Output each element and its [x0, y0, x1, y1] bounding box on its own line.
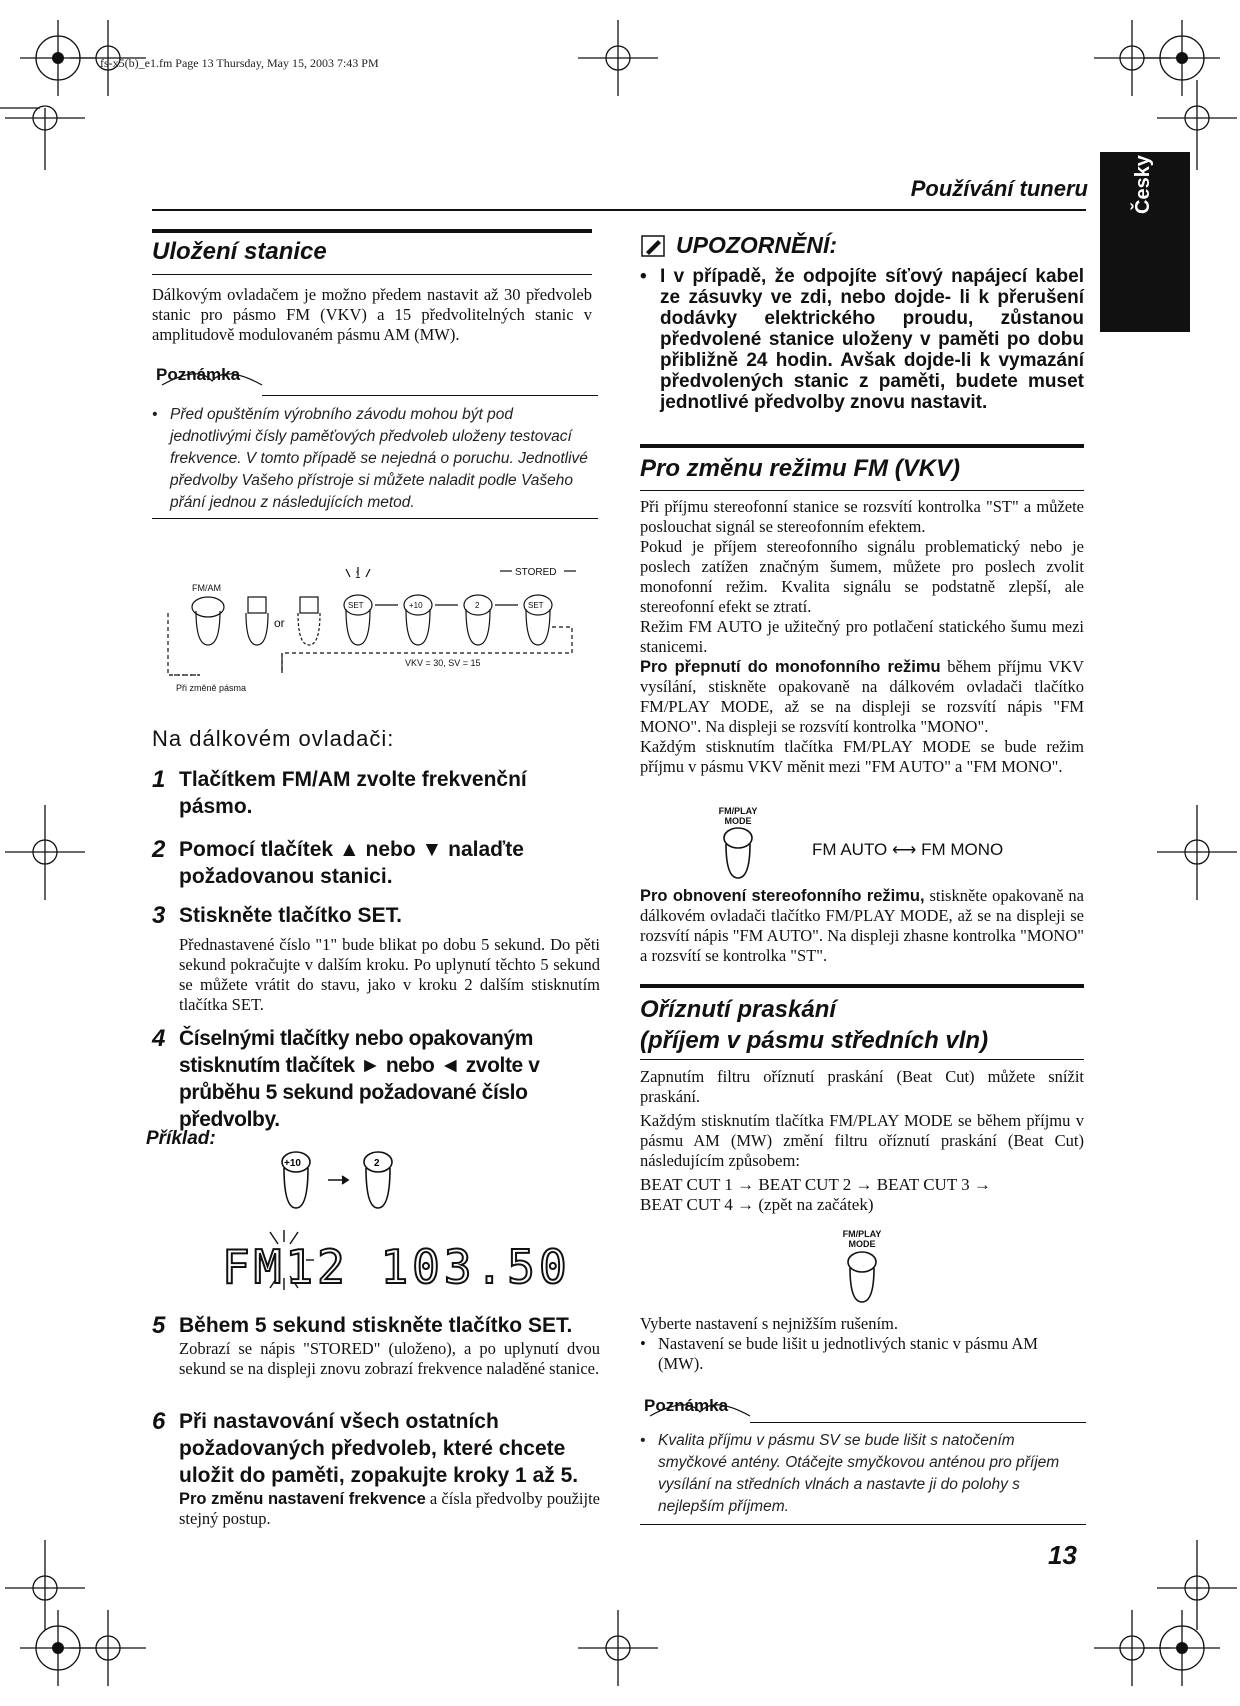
section-bar [640, 984, 1084, 988]
warning-item: • I v případě, že odpojíte síťový napájecí kabel ze zásuvky ve zdi, nebo dojde- li k přerušení dodávky elektrického proudu, zůstanou předvolené stanice uloženy v paměti po dobu přibližně 24 hodin. Avšak dojde-li k vymazání předvolených stanic z paměti, budete muset jednotlivé předvolby znovu nastavit. [640, 266, 1084, 413]
note-label-2: Poznámka [644, 1396, 729, 1415]
beat-cycle-2: BEAT CUT 4 → (zpět na začátek) [640, 1195, 874, 1214]
note-item: • Před opuštěním výrobního závodu mohou být pod jednotlivými čísly paměťových předvoleb uloženy testovací frekvence. V tomto případě se nejedná o poruchu. Jednotlivé předvolby Vašeho přístroje si můžete naladit podle Vašeho přání jednou z následujících metod. [152, 404, 592, 514]
diagram-one: 1 [355, 570, 361, 581]
warning-heading [640, 232, 837, 259]
step-1 [152, 766, 600, 820]
diagram-vkv: VKV = 30, SV = 15 [405, 658, 481, 668]
language-label: Česky [1132, 155, 1154, 214]
diagram-band-change: Při změně pásma [176, 683, 247, 693]
step-body: Přednastavené číslo "1" bude blikat po dobu 5 sekund. Do pěti sekund pokračujte v dalším kroku. Po uplynutí těchto 5 sekund se můžete vrátit do stavu, jako v kroku 2 dalším stisknutím tlačítka SET. [179, 935, 600, 1014]
diagram-or: or [274, 616, 285, 630]
note-heading [156, 365, 240, 385]
fm-p6-bold: Pro obnovení stereofonního režimu, [640, 887, 925, 905]
file-header: fs-x5(b)_e1.fm Page 13 Thursday, May 15, 2003 7:43 PM [100, 56, 379, 70]
beat-p3: Vyberte nastavení s nejnižším rušením. [640, 1314, 898, 1333]
section-title-beat-cut [640, 994, 988, 1056]
fm-p5: Každým stisknutím tlačítka FM/PLAY MODE se bude režim příjmu v pásmu VKV měnit mezi "FM AUTO" a "FM MONO". [640, 737, 1084, 776]
example-label: Příklad: [146, 1128, 216, 1149]
fm-play-mode-button [718, 826, 758, 880]
beat-bullet: Nastavení se bude lišit u jednotlivých stanic v pásmu AM (MW). [658, 1334, 1038, 1373]
store-station-diagram [160, 555, 590, 695]
intro-paragraph: Dálkovým ovladačem je možno předem nastavit až 30 předvolеb stanic pro pásmo FM (VKV) a 15 předvolitelných stanic v amplitudově modulovaném pásmu AM (MW). [152, 285, 592, 344]
section-bar [640, 444, 1084, 448]
step-number: 2 [152, 836, 166, 863]
section-rule [640, 1059, 1084, 1060]
step-5 [152, 1312, 600, 1379]
fmam-button [192, 597, 224, 617]
step-2 [152, 836, 600, 890]
fm-play-mode-button-2 [842, 1250, 882, 1304]
example-display: FM12 103.50 [222, 1240, 571, 1294]
fm-p4-bold: Pro přepnutí do monofonního režimu [640, 658, 941, 676]
beat-cut-after: Vyberte nastavení s nejnižším rušením. • Nastavení se bude lišit u jednotlivých stanic v pásmu AM (MW). [640, 1314, 1084, 1374]
note-item-2: • Kvalita příjmu v pásmu SV se bude lišit s natočením smyčkové antény. Otáčejte smyčkovou anténou pro příjem vysílání na středních vlnách a nastavte ji do polohy s nejlepším příjmem. [640, 1430, 1084, 1518]
fm-mono-label: FM MONO [921, 840, 1004, 859]
diagram-fmam: FM/AM [192, 583, 221, 593]
fm-p4: během příjmu VKV vysílání, stiskněte opakovaně na dálkovém ovladači tlačítko FM/PLAY MODE, až se na displeji se rozsvítí nápis "FM MONO". Na displeji se rozsvítí kontrolka "MONO". [640, 657, 1084, 736]
step-title: Během 5 sekund stiskněte tlačítko SET. [179, 1314, 573, 1337]
note-rule [262, 395, 598, 396]
example-btn1: +10 [284, 1158, 301, 1169]
example-buttons [270, 1146, 420, 1216]
section-title-store: Uložení stanice [152, 238, 327, 265]
beat-cut-title-2: (příjem v pásmu středních vln) [640, 1027, 989, 1054]
fm-auto-label: FM AUTO [812, 840, 888, 859]
warning-title: UPOZORNĚNÍ: [676, 232, 837, 258]
remote-heading: Na dálkovém ovladači: [152, 726, 395, 751]
section-rule [640, 490, 1084, 491]
step-number: 4 [152, 1025, 166, 1052]
fm-p2: Pokud je příjem stereofonního signálu problematický nebo je poslech zatížen značným šumem, můžete pro poslech zvolit monofonní režim. Kvalita signálu se podstatně zlepší, ale stereofonní efekt se ztratí. [640, 537, 1084, 616]
note-heading-2 [644, 1396, 728, 1416]
note-label: Poznámka [156, 365, 241, 384]
double-arrow-icon: ⟷ [891, 840, 922, 859]
beat-cut-text [640, 1067, 1084, 1215]
note-rule [750, 1422, 1086, 1423]
diagram-set: SET [348, 601, 364, 610]
step-title: Pomocí tlačítek ▲ nebo ▼ nalaďte požadovanou stanici. [179, 838, 524, 888]
fm-p1: Při příjmu stereofonní stanice se rozsvítí kontrolka "ST" a můžete poslouchat signál se stereofonním efektem. [640, 497, 1084, 536]
step-body-bold: Pro změnu nastavení frekvence [179, 1490, 426, 1508]
fm-toggle [812, 840, 1003, 860]
step-title: Stiskněte tlačítko SET. [179, 904, 402, 927]
step-body: a čísla předvolby použijte stejný postup. [179, 1489, 601, 1528]
fm-p3: Režim FM AUTO je užitečný pro potlačení statického šumu mezi stanicemi. [640, 617, 1084, 656]
note-rule-bottom [152, 518, 598, 519]
fm-p6 [640, 886, 1084, 966]
step-number: 5 [152, 1312, 166, 1339]
page-number: 13 [1048, 1540, 1077, 1570]
pencil-warning-icon [640, 234, 668, 260]
step-body: Zobrazí se nápis "STORED" (uloženo), a po uplynutí dvou sekund se na displeji znovu zobrazí frekvence naladěné stanice. [179, 1339, 600, 1378]
diagram-set2: SET [528, 601, 544, 610]
fm-p6-text: stiskněte opakovaně na dálkovém ovladači tlačítko FM/PLAY MODE, až se na displeji se rozsvítí nápis "FM AUTO". Na displeji zhasne kontrolka "MONO" a rozsvítí se kontrolka "ST". [640, 886, 1084, 965]
note-rule-bottom [640, 1524, 1086, 1525]
diagram-two: 2 [475, 601, 480, 610]
up-button [248, 597, 266, 613]
section-rule [152, 274, 592, 275]
example-btn2: 2 [374, 1158, 380, 1169]
step-6 [152, 1408, 600, 1529]
fm-mode-text [640, 497, 1084, 777]
diagram-stored: STORED [515, 567, 557, 578]
step-title: Tlačítkem FM/AM zvolte frekvenční pásmo. [179, 768, 527, 818]
step-number: 1 [152, 766, 166, 793]
beat-p2: Každým stisknutím tlačítka FM/PLAY MODE se během příjmu v pásmu AM (MW) změní filtru oříznutí praskání (Beat Cut) následujícím způsobem: [640, 1111, 1084, 1170]
warning-text: I v případě, že odpojíte síťový napájecí kabel ze zásuvky ve zdi, nebo dojde- li k přerušení dodávky elektrického proudu, zůstanou předvolené stanice uloženy v paměti po dobu přibližně 24 hodin. Avšak dojde-li k vymazání předvolených stanic z paměti, budete muset jednotlivé předvolby znovu nastavit. [660, 266, 1084, 413]
step-3 [152, 902, 600, 1015]
step-title: Číselnými tlačítky nebo opakovaným stisknutím tlačítek ► nebo ◄ zvolte v průběhu 5 sekund požadované číslo předvolby. [179, 1027, 540, 1131]
language-tab [1100, 152, 1190, 332]
running-head: Používání tuneru [910, 176, 1088, 201]
section-title-fm-mode: Pro změnu režimu FM (VKV) [640, 455, 961, 482]
down-button [300, 597, 318, 613]
step-number: 3 [152, 902, 166, 929]
note-text: Před opuštěním výrobního závodu mohou být pod jednotlivými čísly paměťových předvoleb uloženy testovací frekvence. V tomto případě se nejedná o poruchu. Jednotlivé předvolby Vašeho přístroje si můžete naladit podle Vašeho přání jednou z následujících metod. [170, 406, 588, 511]
section-bar [152, 229, 592, 233]
fm-play-mode-label: FM/PLAY MODE [718, 806, 758, 826]
note-text-2: Kvalita příjmu v pásmu SV se bude lišit s natočením smyčkové antény. Otáčejte smyčkovou anténou pro příjem vysílání na středních vlnách a nastavte ji do polohy s nejlepším příjmem. [658, 1432, 1060, 1515]
beat-cut-title-1: Oříznutí praskání [640, 996, 837, 1023]
step-number: 6 [152, 1408, 166, 1435]
header-rule [152, 209, 1086, 211]
fm-play-mode-label-2: FM/PLAY MODE [842, 1229, 882, 1249]
step-title: Při nastavování všech ostatních požadovaných předvoleb, které chcete uložit do paměti, zopakujte kroky 1 až 5. [179, 1410, 579, 1487]
beat-p1: Zapnutím filtru oříznutí praskání (Beat Cut) můžete snížit praskání. [640, 1067, 1084, 1106]
diagram-plus10: +10 [409, 601, 423, 610]
step-4 [152, 1025, 600, 1133]
beat-cycle-1: BEAT CUT 1 → BEAT CUT 2 → BEAT CUT 3 → [640, 1175, 991, 1194]
